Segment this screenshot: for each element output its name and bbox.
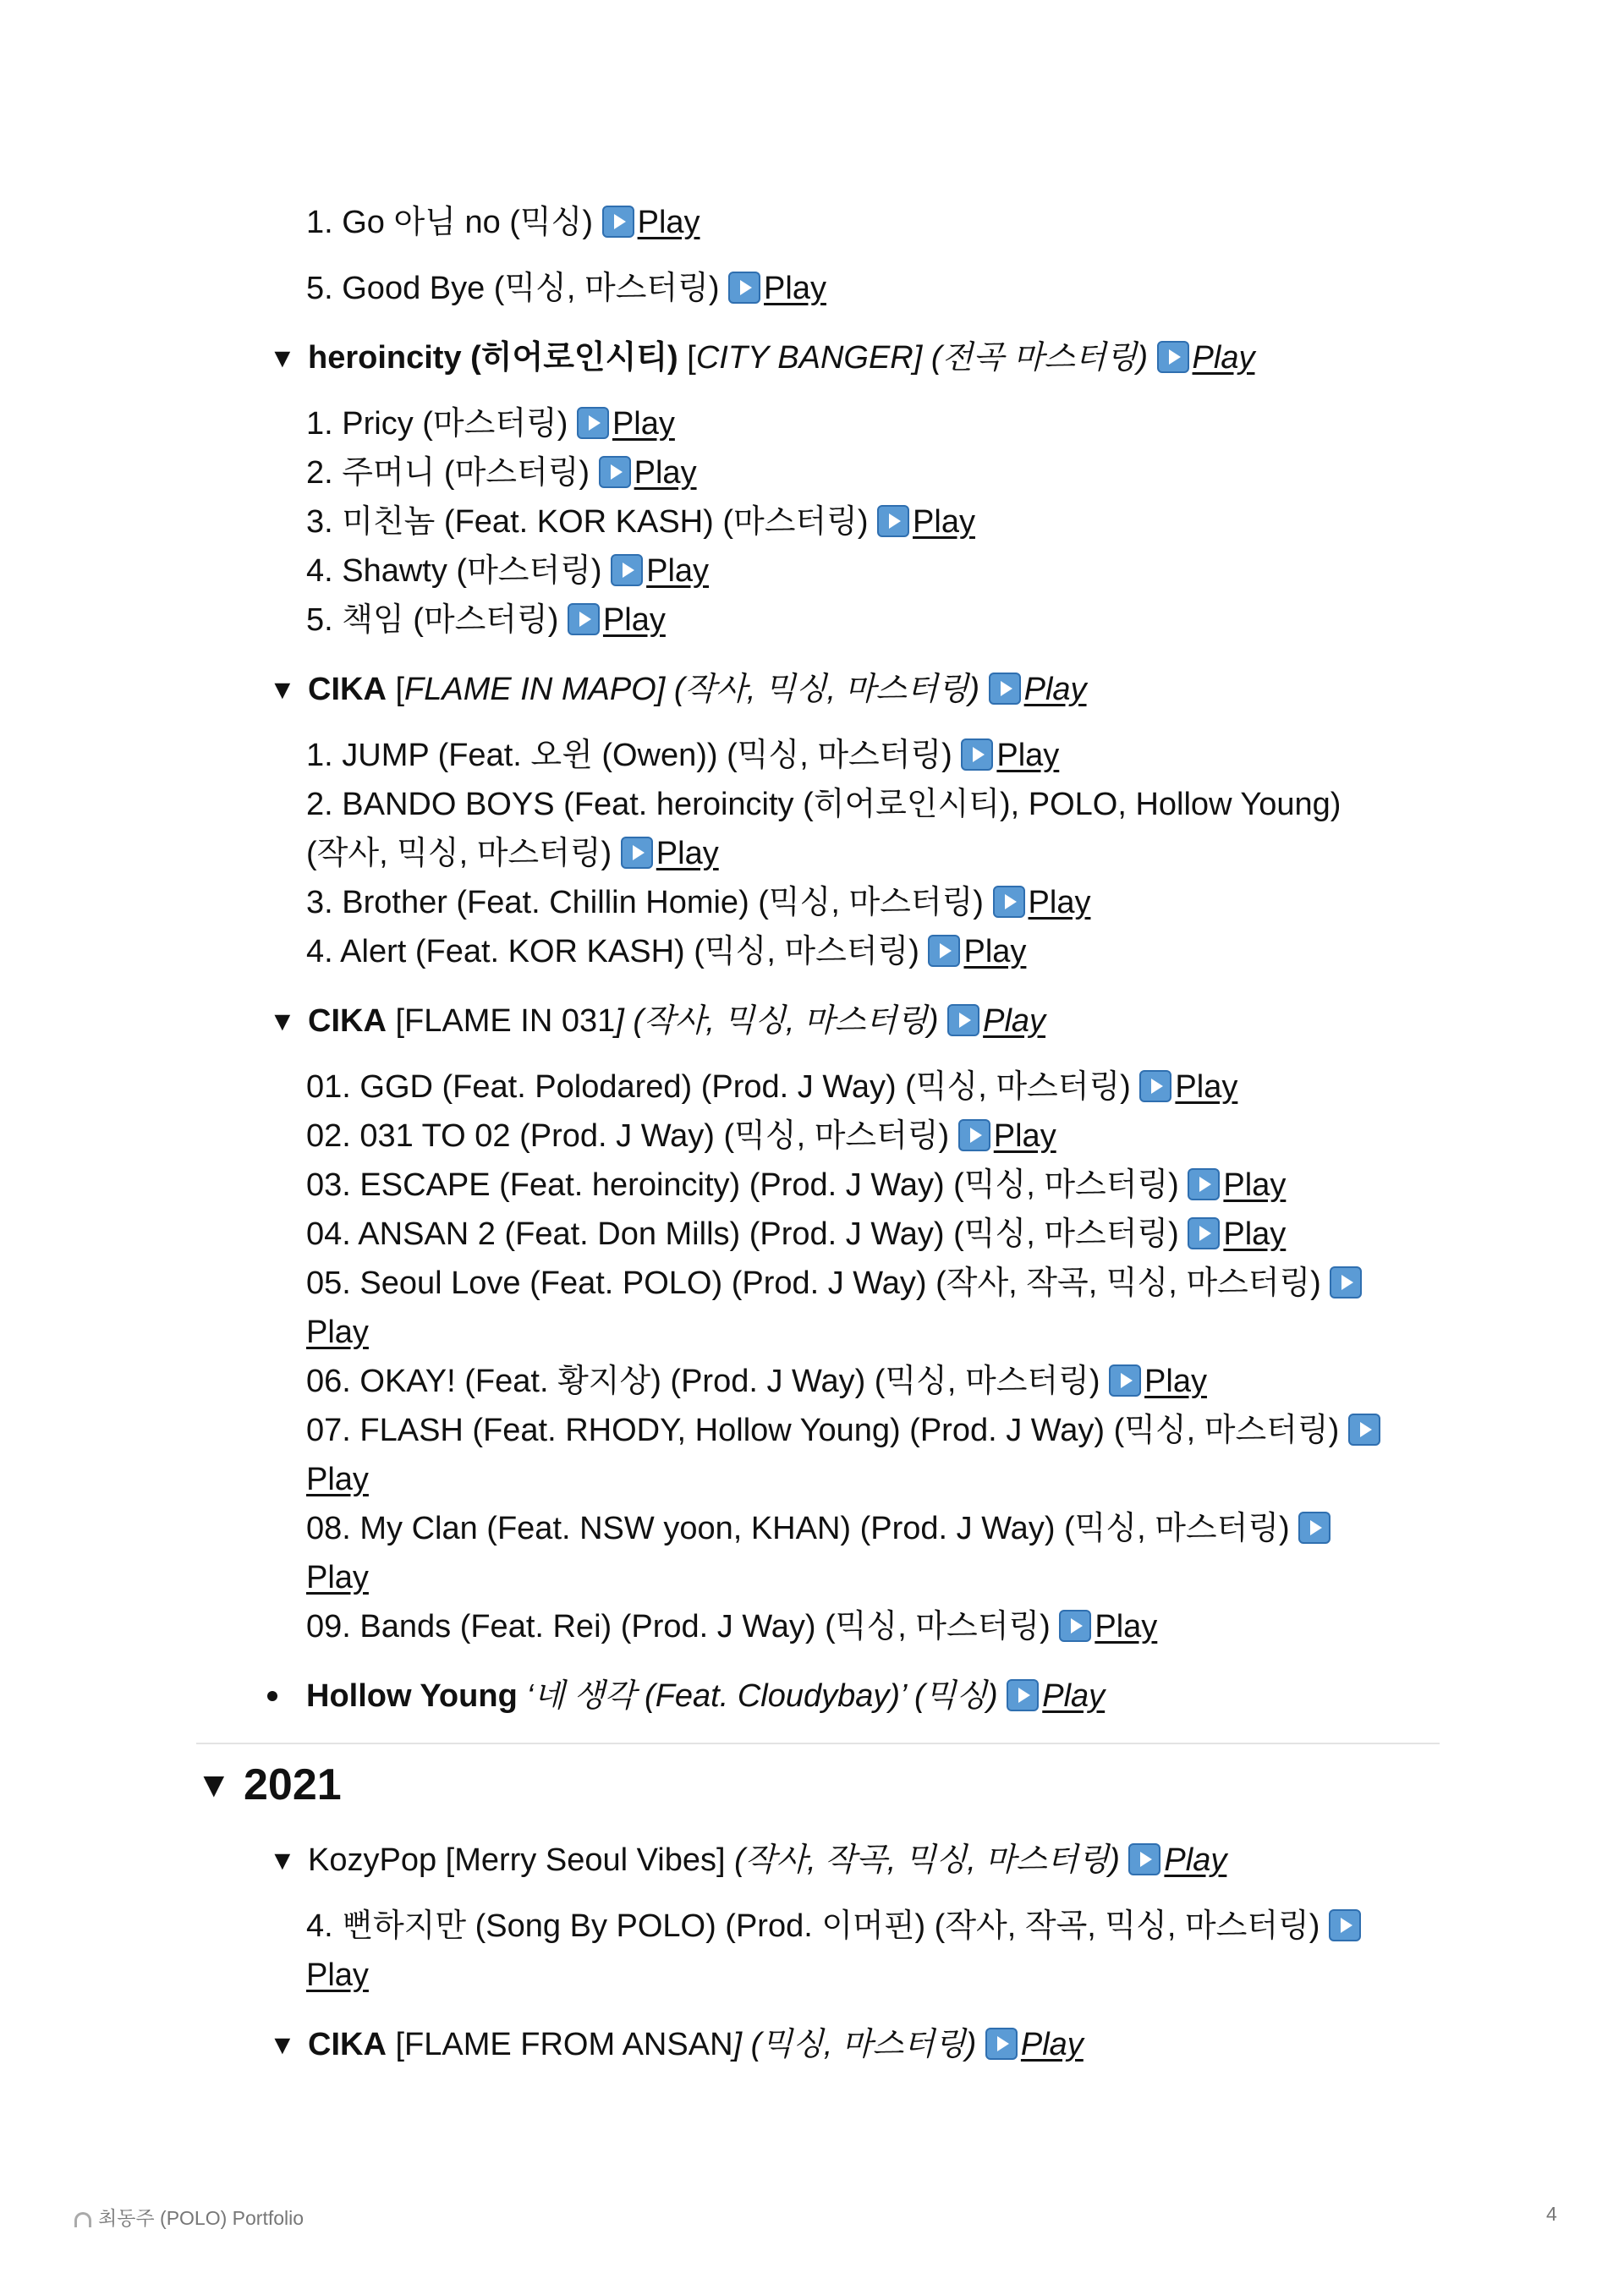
play-icon[interactable] [1348,1414,1380,1446]
track-title: 2. BANDO BOYS (Feat. heroincity (히어로인시티), POLO, Hollow Young) [306,787,1341,822]
play-icon [1007,1679,1039,1711]
play-icon [958,1119,990,1151]
track-title: 4. Shawty (마스터링) [306,553,602,589]
track-line [306,1210,1286,1259]
play-link[interactable]: Play [1188,1167,1286,1203]
play-link[interactable]: Play [928,934,1026,969]
toggle-icon[interactable]: ▼ [269,343,296,373]
artist-name: CIKA [308,672,387,707]
toggle-icon[interactable]: ▼ [269,1006,296,1036]
play-link[interactable]: Play [993,885,1091,920]
play-icon[interactable] [1330,1266,1362,1298]
track-title: 02. 031 TO 02 (Prod. J Way) (믹싱, 마스터링) [306,1118,950,1154]
artist-name: Hollow Young [306,1678,518,1714]
play-icon [928,935,960,967]
track-line [306,1902,1364,1951]
album-title: ] (작사, 믹싱, 마스터링) [615,1003,939,1039]
track-line [306,448,697,497]
play-icon[interactable] [1298,1512,1330,1544]
track-line [306,1455,369,1504]
track-title: 2. 주머니 (마스터링) [306,455,590,491]
play-icon [621,837,653,869]
track-title: 06. OKAY! (Feat. 황지상) (Prod. J Way) (믹싱, 마스터링) [306,1364,1100,1399]
toggle-icon[interactable]: ▼ [196,1765,232,1804]
album-header-flame-in-031 [269,997,1045,1046]
play-icon [1188,1217,1220,1249]
play-link[interactable]: Play [1007,1678,1105,1714]
play-icon [611,554,643,586]
album-header-flame-from-ansan [269,2020,1084,2069]
track-title: 05. Seoul Love (Feat. POLO) (Prod. J Way) (작사, 작곡, 믹싱, 마스터링) [306,1266,1321,1301]
album-title-plain: [FLAME IN 031 [395,1003,616,1039]
artist-name: CIKA [308,1003,387,1039]
track-title: 03. ESCAPE (Feat. heroincity) (Prod. J Way) (믹싱, 마스터링) [306,1167,1179,1203]
artist-name: heroincity (히어로인시티) [308,340,678,376]
footer-text: 최동주 (POLO) Portfolio [98,2207,304,2229]
page-number: 4 [1546,2203,1557,2225]
play-link[interactable]: Play [1157,340,1255,376]
play-link[interactable]: Play [306,1315,369,1350]
play-icon [989,673,1021,705]
artist-name: CIKA [308,2027,387,2062]
play-icon [961,738,993,771]
play-link[interactable]: Play [1059,1609,1157,1644]
track-line [306,878,1090,927]
track-line [306,546,709,596]
play-link[interactable]: Play [1128,1842,1226,1878]
toggle-icon[interactable]: ▼ [269,1845,296,1875]
play-link[interactable]: Play [306,1560,369,1595]
play-link[interactable]: Play [961,738,1059,773]
album-title: CITY BANGER] (전곡 마스터링) [695,340,1148,376]
track-line [306,731,1059,780]
play-icon [568,603,600,635]
play-link[interactable]: Play [947,1003,1045,1039]
bullet-hollow-young [262,1672,1105,1721]
play-link[interactable]: Play [1188,1216,1286,1252]
track-title: 04. ANSAN 2 (Feat. Don Mills) (Prod. J Way) (믹싱, 마스터링) [306,1216,1179,1252]
track-line [306,1259,1365,1308]
album-title: FLAME IN MAPO] (작사, 믹싱, 마스터링) [404,672,980,707]
headphones-icon [74,2212,91,2227]
play-link[interactable]: Play [728,271,826,306]
play-link[interactable]: Play [599,455,697,491]
play-link[interactable]: Play [568,602,666,638]
play-icon [1128,1843,1160,1875]
bracket: [ [687,340,696,376]
album-header-merry-seoul-vibes [269,1836,1226,1885]
track-title: 1. JUMP (Feat. 오윈 (Owen)) (믹싱, 마스터링) [306,738,952,773]
section-divider [196,1743,1440,1744]
track-title: 07. FLASH (Feat. RHODY, Hollow Young) (Prod. J Way) (믹싱, 마스터링) [306,1413,1340,1448]
play-icon [599,456,631,488]
track-line [306,780,1341,829]
track-title: 4. 뻔하지만 (Song By POLO) (Prod. 이머핀) (작사, 작곡, 믹싱, 마스터링) [306,1908,1320,1944]
track-line [306,1062,1237,1112]
play-icon [985,2028,1018,2060]
year-label: 2021 [244,1760,342,1809]
play-link[interactable]: Play [621,836,719,871]
track-line [306,1112,1056,1161]
track-title: 5. Good Bye (믹싱, 마스터링) [306,271,720,306]
play-icon [1139,1070,1171,1102]
play-link[interactable]: Play [958,1118,1056,1154]
play-icon [577,407,609,439]
track-title: (작사, 믹싱, 마스터링) [306,836,612,871]
play-icon [1059,1610,1091,1642]
play-link[interactable]: Play [306,1462,369,1497]
track-line [306,1553,369,1602]
track-line [306,399,675,448]
play-link[interactable]: Play [1109,1364,1207,1399]
track-title: 08. My Clan (Feat. NSW yoon, KHAN) (Prod. J Way) (믹싱, 마스터링) [306,1511,1290,1546]
track-line [306,927,1026,976]
track-title: 09. Bands (Feat. Rei) (Prod. J Way) (믹싱, 마스터링) [306,1609,1051,1644]
track-line [306,829,719,878]
track-title: 01. GGD (Feat. Polodared) (Prod. J Way) (믹싱, 마스터링) [306,1069,1131,1105]
song-title: ‘네 생각 (Feat. Cloudybay)’ (믹싱) [526,1678,998,1714]
play-icon [1157,341,1189,373]
track-title: 1. Go 아님 no (믹싱) [306,205,594,240]
track-line [306,1504,1334,1553]
play-icon [1188,1168,1220,1200]
track-line [306,1951,369,2000]
track-line [306,1357,1207,1406]
toggle-icon[interactable]: ▼ [269,674,296,705]
bracket: [ [395,672,405,707]
track-line [306,1161,1286,1210]
album-title: ] (믹싱, 마스터링) [732,2027,977,2062]
play-icon [1109,1364,1141,1397]
play-icon [947,1004,979,1036]
album-title-plain: KozyPop [Merry Seoul Vibes] [308,1842,726,1878]
footer-title [74,2203,304,2231]
track-line [306,1308,369,1357]
year-heading [196,1751,342,1819]
track-line [306,596,666,645]
track-line [306,1602,1157,1651]
play-link[interactable]: Play [611,553,709,589]
play-link[interactable]: Play [577,406,675,442]
track-title: 3. 미친놈 (Feat. KOR KASH) (마스터링) [306,504,869,540]
play-icon [728,272,760,304]
play-link[interactable]: Play [989,672,1087,707]
track-title: 3. Brother (Feat. Chillin Homie) (믹싱, 마스터링) [306,885,984,920]
album-header-heroincity [269,333,1254,382]
play-link[interactable]: Play [877,504,975,540]
album-header-flame-in-mapo [269,665,1087,714]
play-link[interactable]: Play [1139,1069,1237,1105]
play-icon [602,206,634,238]
album-title: (작사, 작곡, 믹싱, 마스터링) [734,1842,1120,1878]
play-icon[interactable] [1329,1909,1361,1941]
toggle-icon[interactable]: ▼ [269,2029,296,2060]
track-line [306,264,826,313]
play-icon [877,505,909,537]
play-link[interactable]: Play [602,205,700,240]
track-line [306,497,975,546]
track-line [306,1406,1384,1455]
track-title: 5. 책임 (마스터링) [306,602,559,638]
play-icon [993,886,1025,918]
track-line [306,198,700,247]
play-link[interactable]: Play [985,2027,1084,2062]
track-title: 4. Alert (Feat. KOR KASH) (믹싱, 마스터링) [306,934,919,969]
album-title-plain: [FLAME FROM ANSAN [395,2027,733,2062]
play-link[interactable]: Play [306,1957,369,1993]
bullet-dot [267,1691,277,1701]
track-title: 1. Pricy (마스터링) [306,406,568,442]
